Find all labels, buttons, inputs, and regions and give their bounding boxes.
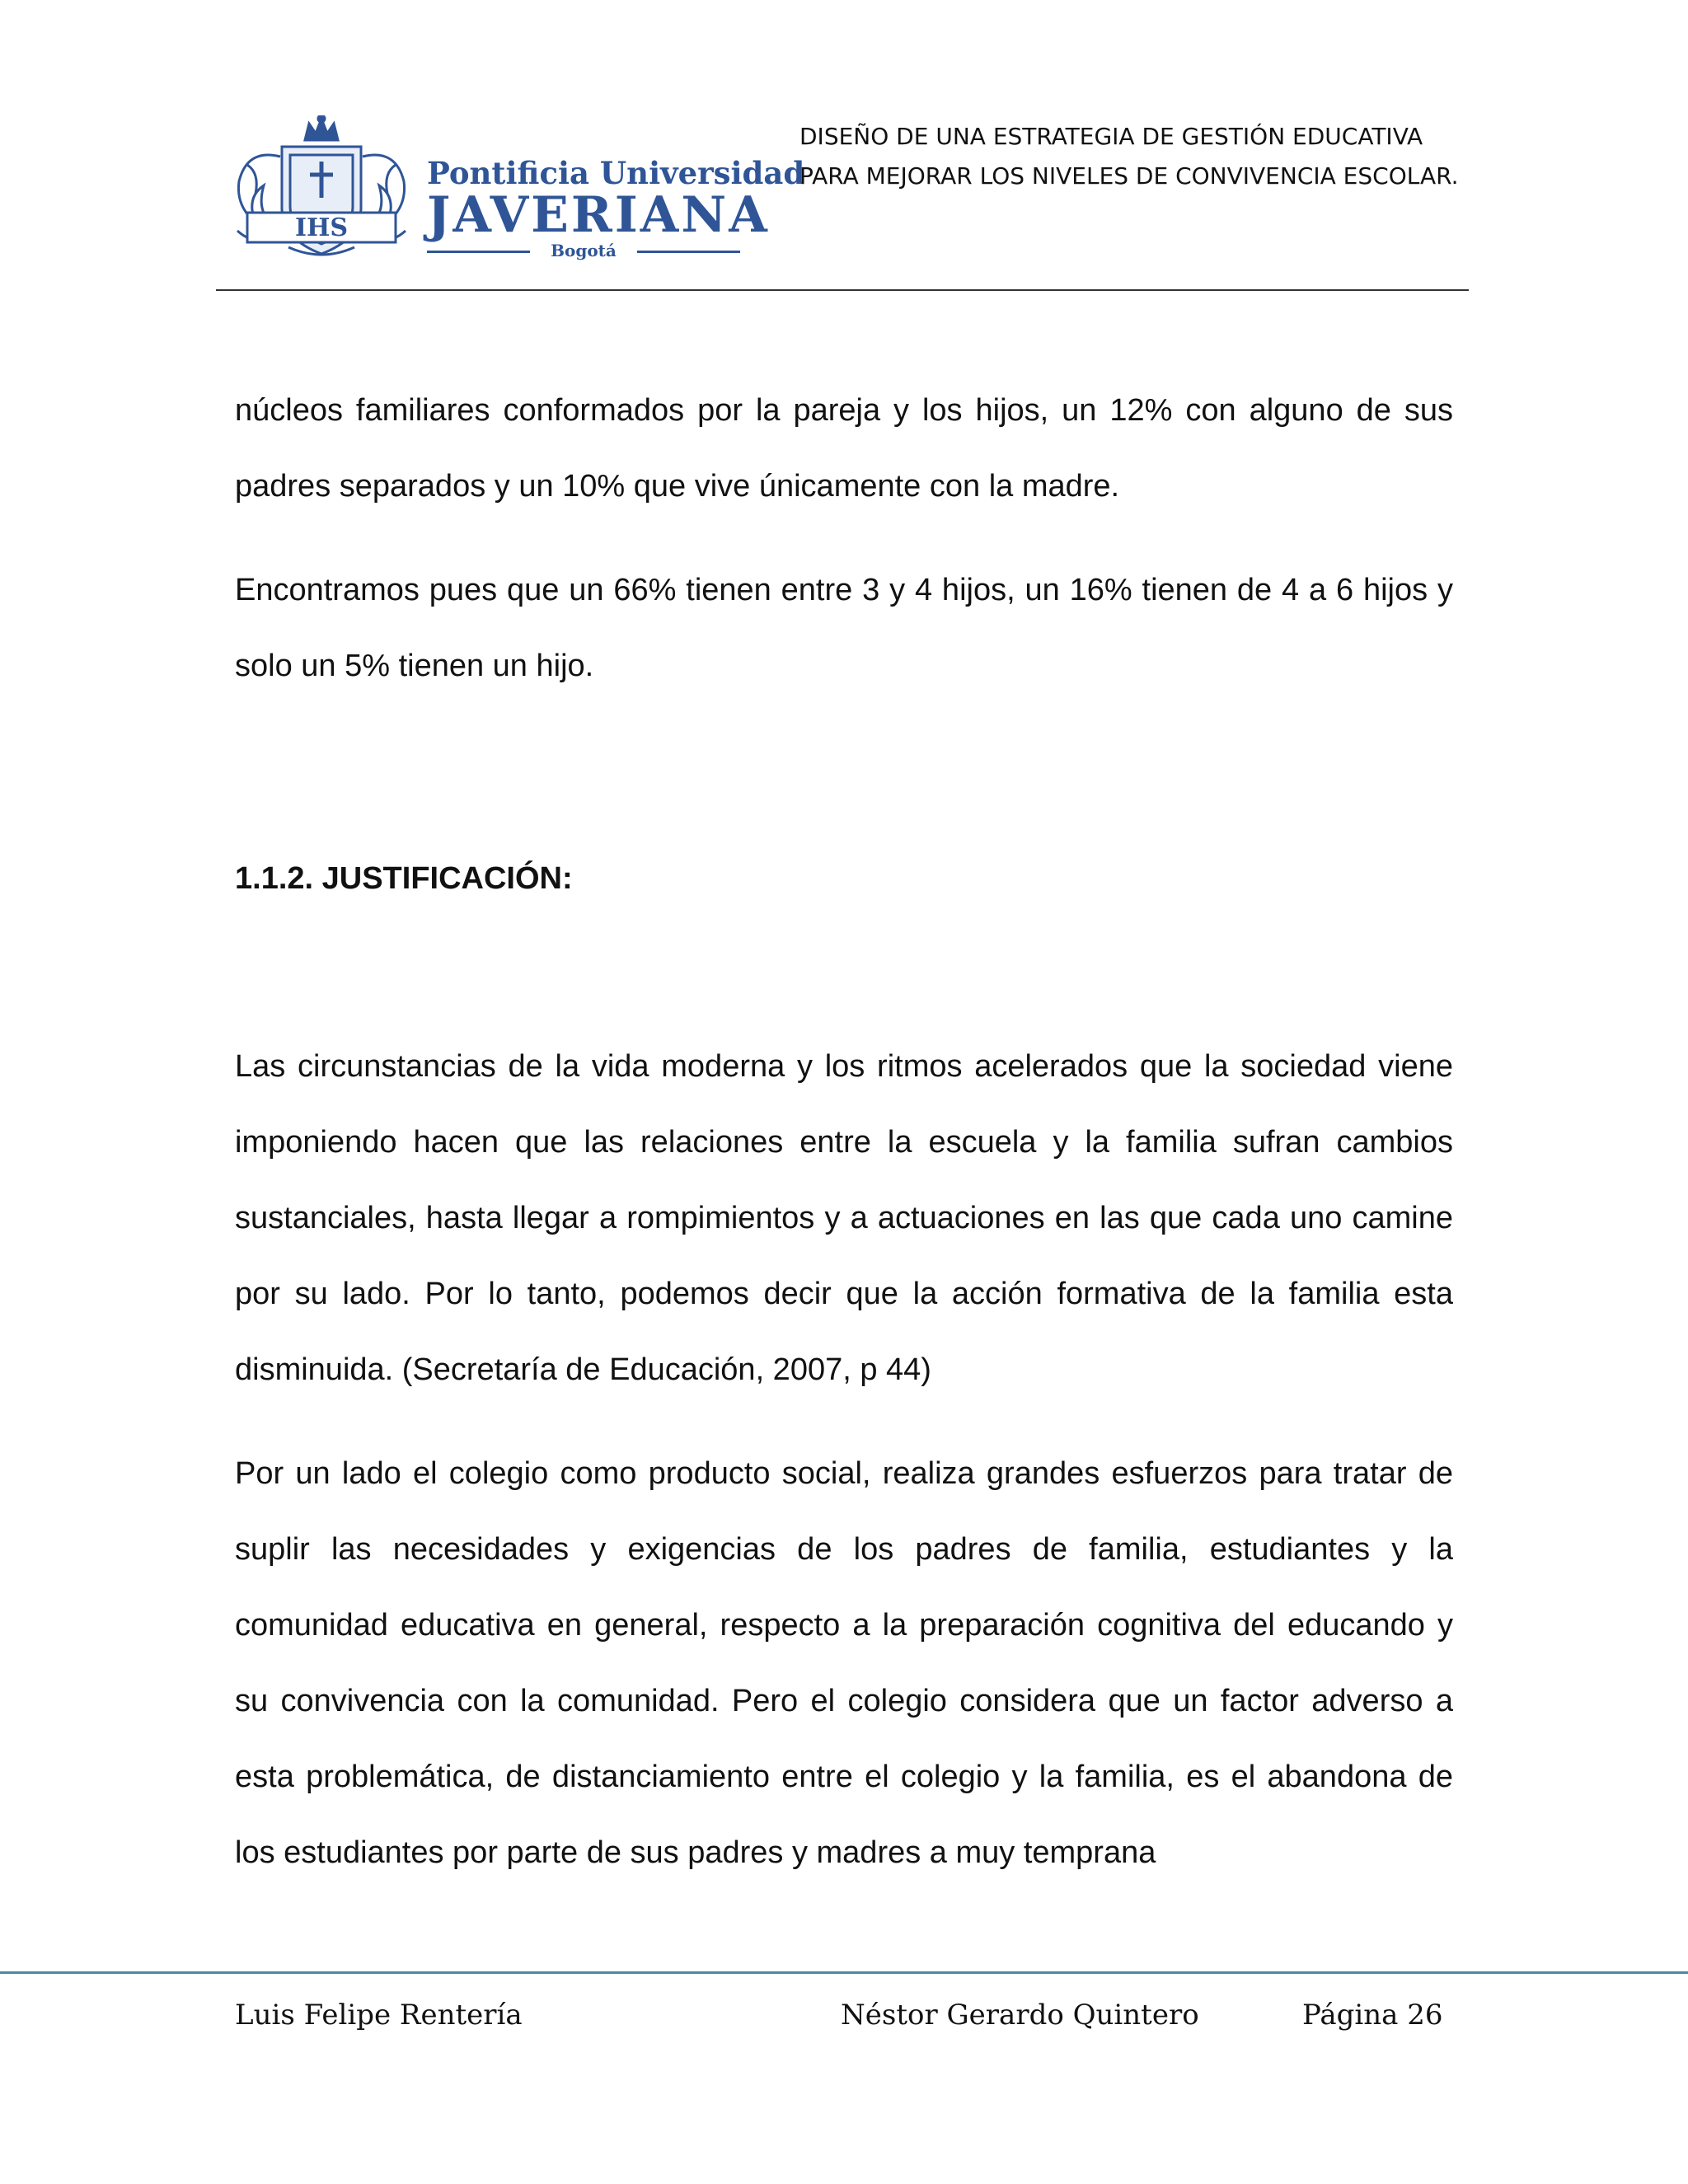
- paragraph-children-count: Encontramos pues que un 66% tienen entre 3 y 4 hijos, un 16% tienen de 4 a 6 hijos y solo un 5% tienen un hijo.: [235, 573, 1453, 683]
- footer-divider: [0, 1971, 1688, 1974]
- logo-city: [427, 241, 740, 260]
- paragraph-justification-2: Por un lado el colegio como producto social, realiza grandes esfuerzos para tratar de suplir las necesidades y exigencias de los padres de familia, estudiantes y la comunidad educativa en general, respecto a la preparación cognitiva del educando y su convivencia con la comunidad. Pero el colegio considera que un factor adverso a esta problemática, de distanciamiento entre el colegio y la familia, es el abandona de los estudiantes por parte de sus padres y madres a muy temprana: [235, 1456, 1453, 1870]
- running-header-line1: DISEÑO DE UNA ESTRATEGIA DE GESTIÓN EDUCATIVA: [799, 123, 1423, 150]
- crest-emblem-text: IHS: [294, 213, 349, 242]
- header-divider: [216, 289, 1469, 291]
- logo-university-name-line2: JAVERIANA: [427, 186, 770, 244]
- section-heading-justificacion: 1.1.2. JUSTIFICACIÓN:: [235, 861, 573, 896]
- logo-city-label: Bogotá: [551, 241, 617, 260]
- university-crest-icon: [231, 115, 412, 260]
- paragraph-family-composition: núcleos familiares conformados por la pareja y los hijos, un 12% con alguno de sus padres separados y un 10% que vive únicamente con la madre.: [235, 393, 1453, 504]
- university-logo: [231, 115, 805, 260]
- footer-author-2: Néstor Gerardo Quintero: [841, 1999, 1199, 2032]
- footer-author-1: Luis Felipe Rentería: [235, 1999, 523, 2032]
- paragraph-justification-1: Las circunstancias de la vida moderna y los ritmos acelerados que la sociedad viene imponiendo hacen que las relaciones entre la escuela y la familia sufran cambios sustanciales, hasta llegar a rompimientos y a actuaciones en las que cada uno camine por su lado. Por lo tanto, podemos decir que la acción formativa de la familia esta disminuida. (Secretaría de Educación, 2007, p 44): [235, 1049, 1453, 1387]
- footer-page-number: Página 26: [1302, 1999, 1443, 2032]
- logo-university-name-line1: Pontificia Universidad: [427, 155, 805, 191]
- running-header-line2: PARA MEJORAR LOS NIVELES DE CONVIVENCIA ESCOLAR.: [799, 162, 1459, 190]
- running-header-title: [799, 117, 1475, 196]
